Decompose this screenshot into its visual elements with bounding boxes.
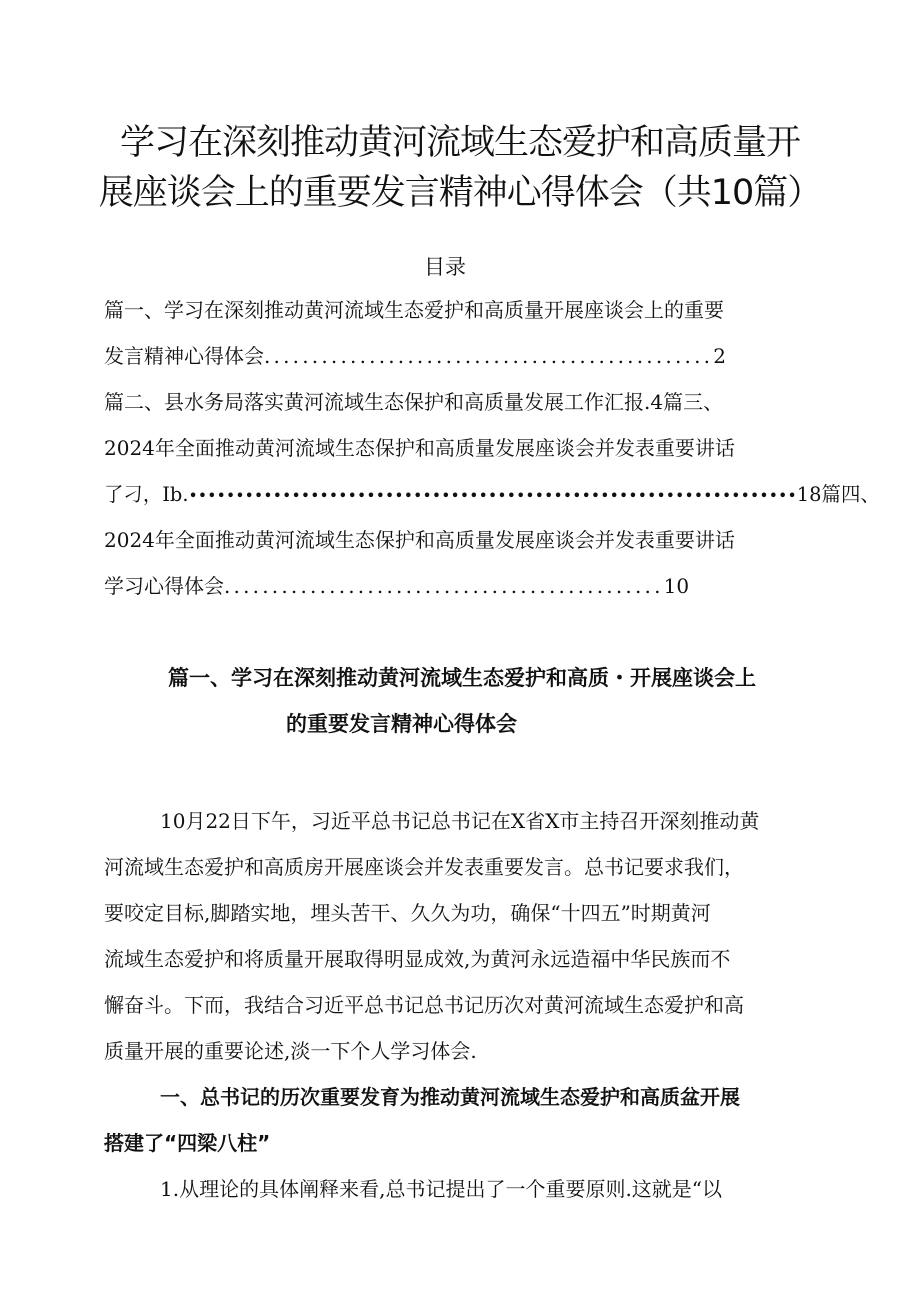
body-paragraph-line: 流域生态爱护和将质量开展取得明显成效,为黄河永远造福中华民族而不 [104,947,731,971]
toc-leader-dots: .............................................. [224,574,664,598]
toc-entry-text: 发言精神心得体会 [104,344,264,368]
toc-entry-line[interactable] [104,295,724,325]
toc-page-number: 10 [663,574,690,598]
toc-leader-bullets: ••••••••••••••••••••••••••••••••••••••••••••••••••••••••••••••••• [188,486,797,505]
toc-entry-text: 篇一、学习在深刻推动黄河流域生态爱护和高质量开展座谈会上的重要 [104,298,724,322]
toc-entry-line[interactable] [104,571,689,601]
toc-page-number: 2 [713,344,726,368]
toc-leader-dots: ............................................... [264,344,714,368]
toc-entry-line[interactable] [104,525,735,555]
subheading-line-2: 搭建了“四梁八柱” [104,1131,271,1155]
toc-page-number: 18篇四、 [796,482,880,506]
toc-heading: 目录 [424,255,466,279]
toc-entry-line[interactable] [104,387,723,417]
toc-entry-text: 了刁，Ib. [104,482,189,506]
body-paragraph-line: 懈奋斗。下而，我结合习近平总书记总书记历次对黄河流域生态爱护和高 [104,993,744,1017]
toc-entry-line[interactable] [104,433,735,463]
section-title-line-2: 的重要发言精神心得体会 [286,712,517,736]
body-paragraph-line: 质量开展的重要论述,淡一下个人学习体会. [104,1039,477,1063]
toc-entry-line[interactable] [104,479,880,511]
body-paragraph-line: 10月22日下午，习近平总书记总书记在X省X市主持召开深刻推动黄 [160,809,760,833]
section-title-line-1: 篇一、学习在深刻推动黄河流域生态爱护和高质・开展座谈会上 [168,666,756,690]
toc-entry-text: 学习心得体会 [104,574,224,598]
title-line-1: 学习在深刻推动黄河流域生态爱护和高质量开 [119,123,800,163]
point-1-line: 1.从理论的具体阐释来看,总书记提出了一个重要原则.这就是“以 [160,1177,723,1201]
body-paragraph-line: 要咬定目标,脚踏实地，埋头苦干、久久为功，确保“十四五”时期黄河 [104,901,711,925]
subheading-line-1: 一、总书记的历次重要发育为推动黄河流域生态爱护和高质盆开展 [160,1085,740,1109]
toc-entry-text: 篇二、县水务局落实黄河流域生态保护和高质量发展工作汇报.4篇三、 [104,390,724,414]
body-paragraph-line: 河流域生态爱护和高质房开展座谈会并发表重要发言。总书记要求我们， [104,855,744,879]
document-title [60,118,860,218]
toc-entry-text: 2024年全面推动黄河流域生态保护和高质量发展座谈会并发表重要讲话 [104,436,735,460]
title-line-2: 展座谈会上的重要发言精神心得体会（共10篇） [98,173,822,213]
toc-entry-text: 2024年全面推动黄河流域生态保护和高质量发展座谈会并发表重要讲话 [104,528,735,552]
toc-entry-line[interactable] [104,341,726,371]
